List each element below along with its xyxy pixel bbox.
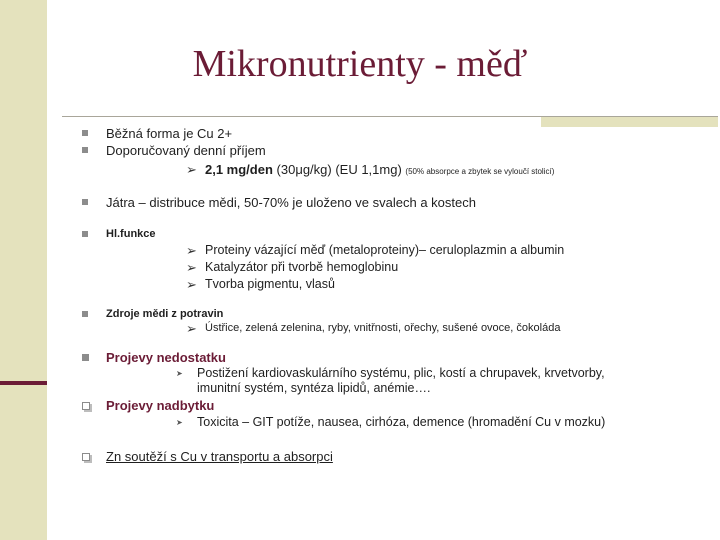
- arrow-bullet-icon: ➤: [176, 418, 183, 427]
- square-bullet-icon: [82, 231, 88, 237]
- function-item: Tvorba pigmentu, vlasů: [205, 277, 335, 291]
- dose-note: (50% absorpce a zbytek se vyloučí stolicí): [405, 167, 555, 176]
- function-item: Proteiny vázající měď (metaloproteiny)– ceruloplazmin a albumin: [205, 243, 565, 257]
- arrow-bullet-icon: ➤: [176, 369, 183, 378]
- dose-bold: 2,1 mg/den: [205, 162, 273, 177]
- sources-list: Ústřice, zelená zelenina, ryby, vnitřnosti, ořechy, sušené ovoce, čokoláda: [205, 322, 561, 334]
- text-line-functions: Hl.funkce: [106, 228, 156, 240]
- square-bullet-icon: [82, 147, 88, 153]
- deficit-line-1: Postižení kardiovaskulárního systému, plic, kostí a chrupavek, krvetvorby,: [197, 366, 605, 380]
- sidebar-accent: [0, 381, 47, 385]
- square-bullet-icon: [82, 354, 89, 361]
- arrow-bullet-icon: ➢: [186, 321, 197, 336]
- checkbox-bullet-icon: [82, 402, 90, 410]
- arrow-bullet-icon: ➢: [186, 162, 197, 177]
- text-line-liver: Játra – distribuce mědi, 50-70% je uloženo ve svalech a kostech: [106, 195, 476, 210]
- square-bullet-icon: [82, 199, 88, 205]
- excess-line: Toxicita – GIT potíže, nausea, cirhóza, demence (hromadění Cu v mozku): [197, 415, 606, 429]
- title-accent-bar: [541, 117, 718, 127]
- text-line-zinc: Zn soutěží s Cu v transportu a absorpci: [106, 449, 333, 464]
- arrow-bullet-icon: ➢: [186, 243, 197, 258]
- square-bullet-icon: [82, 311, 88, 317]
- dose-rest: (30μg/kg) (EU 1,1mg): [272, 162, 402, 177]
- arrow-bullet-icon: ➢: [186, 277, 197, 292]
- function-item: Katalyzátor při tvorbě hemoglobinu: [205, 260, 399, 274]
- text-line-dose: [205, 162, 554, 179]
- deficit-line-2: imunitní systém, syntéza lipidů, anémie….: [197, 381, 431, 395]
- text-line-deficit: Projevy nedostatku: [106, 350, 226, 365]
- slide-title: Mikronutrienty - měď: [192, 43, 528, 85]
- square-bullet-icon: [82, 130, 88, 136]
- text-line-excess: Projevy nadbytku: [106, 398, 215, 413]
- text-line-intake: Doporučovaný denní příjem: [106, 143, 266, 158]
- text-line-form: Běžná forma je Cu 2+: [106, 126, 233, 141]
- text-line-sources: Zdroje mědi z potravin: [106, 308, 224, 320]
- arrow-bullet-icon: ➢: [186, 260, 197, 275]
- checkbox-bullet-icon: [82, 453, 90, 461]
